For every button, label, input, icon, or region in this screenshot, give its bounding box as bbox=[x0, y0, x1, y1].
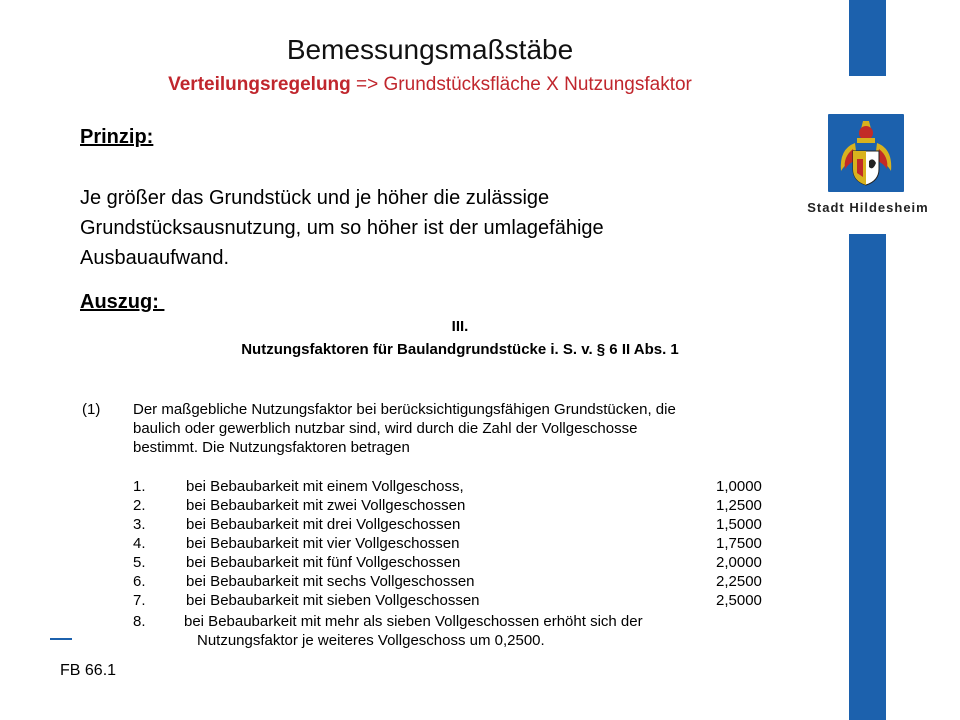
factor-row bbox=[133, 592, 783, 611]
city-logo bbox=[800, 96, 932, 220]
factor-value: 2,5000 bbox=[716, 592, 762, 609]
factor-row bbox=[133, 516, 783, 535]
subtitle-bold: Verteilungsregelung bbox=[168, 74, 351, 95]
factor-number: 4. bbox=[133, 535, 146, 552]
factor-number: 8. bbox=[133, 613, 146, 630]
factor-row bbox=[133, 535, 783, 554]
logo-text: Stadt Hildesheim bbox=[807, 200, 929, 215]
factor-text: bei Bebaubarkeit mit mehr als sieben Vollgeschossen erhöht sich der bbox=[184, 613, 643, 630]
factor-value: 1,7500 bbox=[716, 535, 762, 552]
subtitle-rest: => Grundstücksfläche X Nutzungsfaktor bbox=[350, 74, 692, 95]
blue-bar-bottom bbox=[849, 234, 886, 720]
factor-number: 3. bbox=[133, 516, 146, 533]
page-title: Bemessungsmaßstäbe bbox=[286, 34, 574, 65]
paragraph-line: bestimmt. Die Nutzungsfaktoren betragen bbox=[133, 439, 410, 456]
factor-text-continued: Nutzungsfaktor je weiteres Vollgeschoss um 0,2500. bbox=[197, 632, 545, 649]
factor-row bbox=[133, 478, 783, 497]
paragraph-line: Der maßgebliche Nutzungsfaktor bei berücksichtigungsfähigen Grundstücken, die bbox=[133, 401, 676, 418]
excerpt-heading: Auszug: bbox=[80, 291, 165, 313]
paragraph-line: baulich oder gewerblich nutzbar sind, wird durch die Zahl der Vollgeschosse bbox=[133, 420, 638, 437]
section-title: Nutzungsfaktoren für Baulandgrundstücke i. S. v. § 6 II Abs. 1 bbox=[241, 341, 679, 358]
factor-row bbox=[133, 554, 783, 573]
factor-value: 1,5000 bbox=[716, 516, 762, 533]
factor-text: bei Bebaubarkeit mit vier Vollgeschossen bbox=[186, 535, 460, 552]
factor-text: bei Bebaubarkeit mit sechs Vollgeschossen bbox=[186, 573, 475, 590]
logo-frame bbox=[828, 114, 904, 192]
principle-line: Grundstücksausnutzung, um so höher ist der umlagefähige bbox=[80, 217, 604, 239]
factor-text: bei Bebaubarkeit mit einem Vollgeschoss, bbox=[186, 478, 464, 495]
principle-heading: Prinzip: bbox=[80, 126, 154, 148]
footer-accent-line bbox=[50, 638, 72, 640]
factor-number: 2. bbox=[133, 497, 146, 514]
factor-value: 1,2500 bbox=[716, 497, 762, 514]
factor-row bbox=[133, 573, 783, 592]
footer-label: FB 66.1 bbox=[60, 662, 117, 679]
factor-number: 1. bbox=[133, 478, 146, 495]
factor-value: 1,0000 bbox=[716, 478, 762, 495]
coat-of-arms-icon bbox=[833, 119, 899, 187]
factor-text: bei Bebaubarkeit mit zwei Vollgeschossen bbox=[186, 497, 466, 514]
factor-text: bei Bebaubarkeit mit fünf Vollgeschossen bbox=[186, 554, 461, 571]
factor-number: 6. bbox=[133, 573, 146, 590]
factor-row bbox=[133, 497, 783, 516]
principle-text bbox=[80, 183, 740, 273]
factor-value: 2,0000 bbox=[716, 554, 762, 571]
factor-number: 7. bbox=[133, 592, 146, 609]
factor-value: 2,2500 bbox=[716, 573, 762, 590]
page-subtitle bbox=[0, 74, 860, 96]
factor-number: 5. bbox=[133, 554, 146, 571]
factor-text: bei Bebaubarkeit mit drei Vollgeschossen bbox=[186, 516, 461, 533]
paragraph-number: (1) bbox=[82, 401, 101, 418]
factor-text: bei Bebaubarkeit mit sieben Vollgeschossen bbox=[186, 592, 480, 609]
principle-line: Ausbauaufwand. bbox=[80, 247, 230, 269]
principle-line: Je größer das Grundstück und je höher die zulässige bbox=[80, 187, 550, 209]
section-number: III. bbox=[451, 318, 469, 335]
